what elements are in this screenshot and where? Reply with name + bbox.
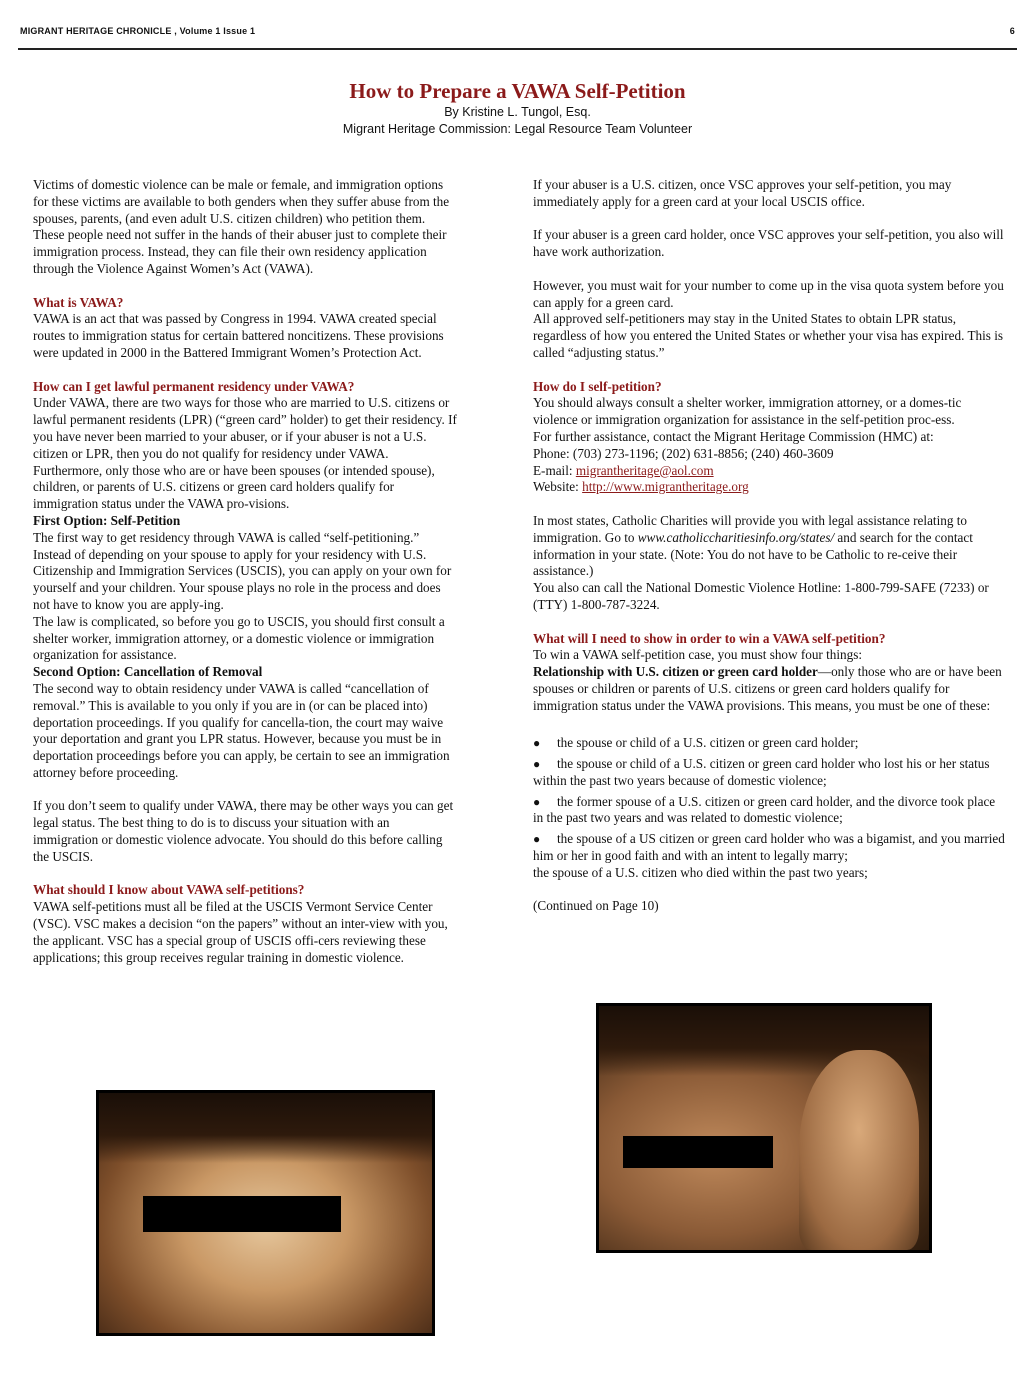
hotline-text: You also can call the National Domestic Violence Hotline: 1-800-799-SAFE (7233) or (TTY) 1-800-787-3224. — [533, 580, 989, 612]
relationship-paragraph: Relationship with U.S. citizen or green card holder—only those who are or have been spouses or children or parents of U.S. citizens or green card holders qualify for immigration status under the VAWA provisions. This means, you must be one of these: — [533, 664, 1002, 713]
charities-text: In most states, Catholic Charities will provide you with legal assistance relating to immigration. Go to www.catholiccharitiesinfo.org/states/ and search for the contact information in your state. (Note: You do not have to be Catholic to re-ceive their assistance.) — [533, 512, 973, 579]
website-line: Website: http://www.migrantheritage.org — [533, 479, 749, 495]
option1-text: The first way to get residency through VAWA is called “self-petitioning.” Instead of depending on your spouse to apply for your residency with U.S. Citizenship and Immigration Services (USCIS), you can apply on your own for yourself and your children. Your spouse plays no role in the process and does not have to know you are apply-ing. — [33, 529, 452, 612]
article-title-block — [0, 78, 1035, 138]
list-item: ● the spouse or child of a U.S. citizen or green card holder; — [533, 735, 859, 751]
how-text: You should always consult a shelter worker, immigration attorney, or a domes-tic violence or immigration organization for assistance in the self-petition proc-ess. — [533, 395, 962, 428]
photo-woman-face — [96, 1090, 435, 1336]
email-line: E-mail: migrantheritage@aol.com — [533, 462, 714, 478]
option1-text2: The law is complicated, so before you go to USCIS, you should first consult a shelter worker, immigration attorney, or a domestic violence or immigration organization for assistance. — [33, 613, 445, 663]
page-number: 6 — [1009, 26, 1015, 36]
not-qualify-text: If you don’t seem to qualify under VAWA, there may be other ways you can get legal status. The best thing to do is to discuss your situation with an immigration or domestic violence advocate. You should do this before calling the USCIS. — [33, 798, 454, 864]
censor-bar — [623, 1136, 773, 1168]
know-text: VAWA self-petitions must all be filed at the USCIS Vermont Service Center (VSC). VSC makes a decision “on the papers” without an inter-view with you, the applicant. VSC has a special group of USCIS offi-cers reviewing these applications; this group receives regular training in domestic violence. — [33, 899, 448, 965]
list-item: ● the former spouse of a U.S. citizen or green card holder, and the divorce took place in the past two years and was related to domestic violence; — [533, 793, 996, 826]
relationship-label: Relationship with U.S. citizen or green card holder — [533, 664, 818, 680]
wait-text: However, you must wait for your number to come up in the visa quota system before you can apply for a green card. — [533, 277, 1004, 310]
how-heading: How do I self-petition? — [533, 378, 662, 394]
last-list-item: the spouse of a U.S. citizen who died within the past two years; — [533, 864, 868, 880]
website-link[interactable]: http://www.migrantheritage.org — [582, 479, 749, 495]
option2-heading: Second Option: Cancellation of Removal — [33, 664, 263, 680]
adjust-status-text: All approved self-petitioners may stay in the United States to obtain LPR status, regardless of how you entered the United States or whether your visa has expired. This is called “adjusting status.” — [533, 311, 1003, 360]
win-text: To win a VAWA self-petition case, you must show four things: — [533, 647, 863, 663]
charities-url: www.catholiccharitiesinfo.org/states/ — [637, 529, 835, 545]
publication-name: MIGRANT HERITAGE CHRONICLE , Volume 1 Issue 1 — [20, 26, 256, 36]
list-item: ● the spouse or child of a U.S. citizen or green card holder who lost his or her status within the past two years because of domestic violence; — [533, 756, 990, 788]
right-column — [533, 177, 1005, 915]
citizen-text: If your abuser is a U.S. citizen, once VSC approves your self-petition, you may immediately apply for a green card at your local USCIS office. — [533, 177, 952, 209]
page-header — [18, 22, 1017, 50]
author-affiliation: Migrant Heritage Commission: Legal Resource Team Volunteer — [342, 122, 693, 136]
win-heading: What will I need to show in order to win a VAWA self-petition? — [533, 630, 886, 646]
hand-shape — [799, 1050, 919, 1250]
list-item: ● the spouse of a US citizen or green card holder who was a bigamist, and you married him or her in good faith and with an intent to legally marry; — [533, 831, 1005, 864]
what-is-vawa-heading: What is VAWA? — [33, 294, 124, 310]
option1-heading: First Option: Self-Petition — [33, 512, 181, 528]
lpr-text: Under VAWA, there are two ways for those who are married to U.S. citizens or lawful permanent residents (LPR) (“green card” holder) to get their residency. If you have never been married to your abuser, or if your abuser is not a U.S. citizen or LPR, then you do not qualify for residency under VAWA. Furthermore, only those who are or have been spouses (or intended spouse), children, or parents of U.S. citizens or green card holders qualify for immigration status under the VAWA pro-visions. — [33, 395, 457, 512]
what-is-vawa-text: VAWA is an act that was passed by Congress in 1994. VAWA created special routes to immigration status for certain battered noncitizens. These provisions were updated in 2000 in the Battered Immigrant Women’s Protection Act. — [33, 311, 444, 360]
continued-note: (Continued on Page 10) — [533, 898, 659, 914]
phone-numbers: Phone: (703) 273-1196; (202) 631-8856; (240) 460-3609 — [533, 445, 834, 461]
left-column — [33, 177, 458, 966]
lpr-heading: How can I get lawful permanent residency under VAWA? — [33, 378, 355, 394]
author-byline: By Kristine L. Tungol, Esq. — [444, 105, 591, 119]
contact-text: For further assistance, contact the Migrant Heritage Commission (HMC) at: — [533, 428, 934, 444]
option2-text: The second way to obtain residency under VAWA is called “cancellation of removal.” This is available to you only if you are in (or can be placed into) deportation proceedings. If you qualify for cancella-tion, the court may waive your deportation and grant you LPR status. However, because you must be in deportation proceedings before you can apply, be certain to see an immigration attorney before proceeding. — [33, 680, 450, 780]
censor-bar — [143, 1196, 341, 1232]
article-title: How to Prepare a VAWA Self-Petition — [349, 79, 686, 103]
green-card-text: If your abuser is a green card holder, once VSC approves your self-petition, you also will have work authorization. — [533, 227, 1004, 260]
email-link[interactable]: migrantheritage@aol.com — [575, 462, 714, 478]
photo-person-hand-on-face — [596, 1003, 932, 1253]
intro-paragraph: Victims of domestic violence can be male or female, and immigration options for these victims are available to both genders when they suffer abuse from the spouses, parents, (and even adult U.S. citizen children) who petition them. These people need not suffer in the hands of their abuser just to complete their immigration process. Instead, they can file their own residency application through the Violence Against Women’s Act (VAWA). — [33, 177, 450, 276]
know-heading: What should I know about VAWA self-petitions? — [33, 882, 305, 898]
